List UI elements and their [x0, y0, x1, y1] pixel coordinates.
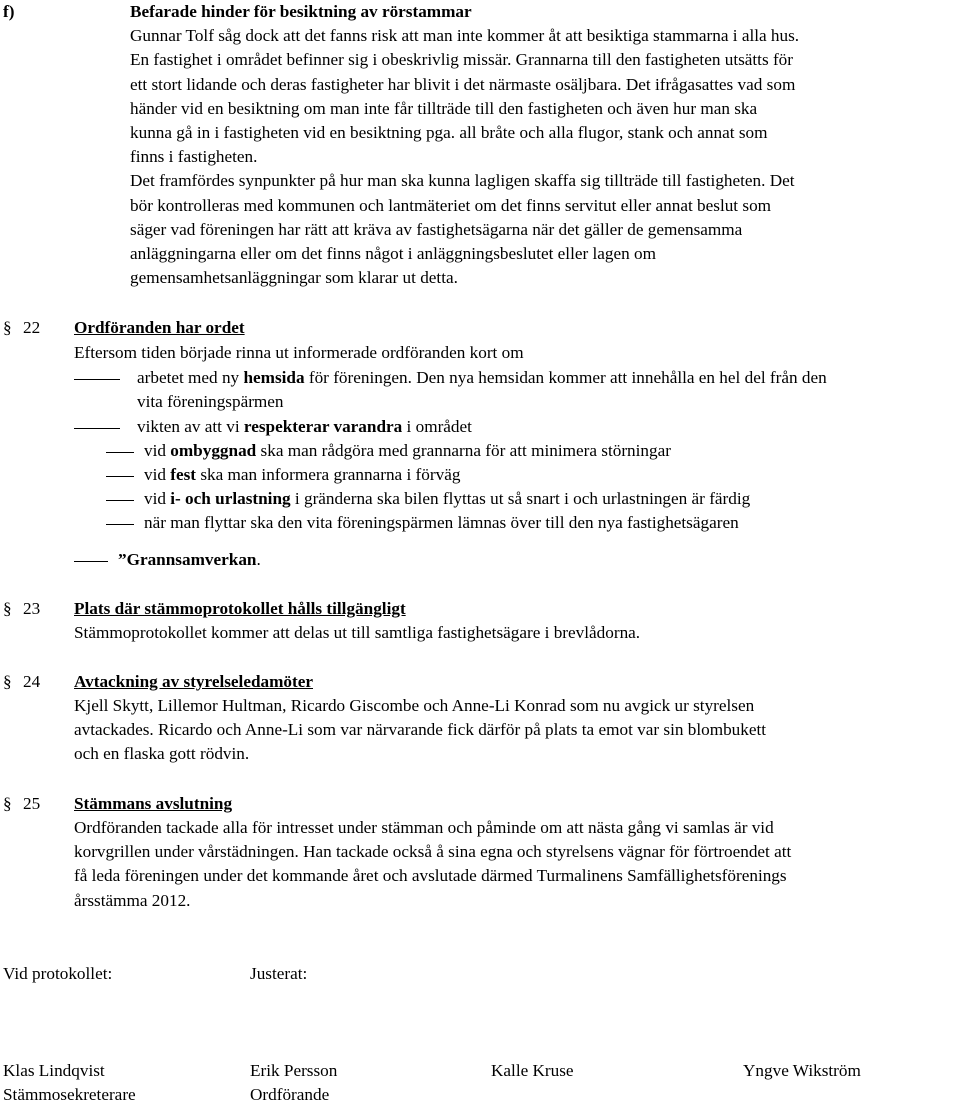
- sub-bullet-dash: [106, 524, 134, 525]
- bullet-item-grannsamverkan: ”Grannsamverkan.: [118, 550, 261, 569]
- sub-bullet-flytt: när man flyttar ska den vita föreningspärmen lämnas över till den nya fastighetsägaren: [144, 513, 739, 532]
- justerat-label: Justerat:: [250, 964, 308, 983]
- paragraph-sign: §: [3, 599, 12, 618]
- section-24-line: avtackades. Ricardo och Anne-Li som var närvarande fick därför på plats ta emot var sin blombukett: [74, 720, 767, 740]
- section-24-line: och en flaska gott rödvin.: [74, 744, 250, 764]
- signatory-name: Kalle Kruse: [491, 1061, 574, 1080]
- section-title: Stämmans avslutning: [74, 794, 233, 813]
- sub-bullet-dash: [106, 452, 134, 453]
- section-f-line: kunna gå in i fastigheten vid en besiktning pga. all bråte och alla flugor, stank och annat som: [130, 123, 768, 143]
- section-22-intro: Eftersom tiden började rinna ut informerade ordföranden kort om: [74, 343, 524, 362]
- signatory-role: Stämmosekreterare: [3, 1085, 136, 1104]
- paragraph-sign: §: [3, 672, 12, 691]
- section-25-line: Ordföranden tackade alla för intresset under stämman och påminde om att nästa gång vi samlas är vid: [74, 818, 774, 837]
- section-f-line: händer vid en besiktning om man inte får tillträde till den fastigheten och även hur man ska: [130, 98, 758, 118]
- sub-bullet-urlastning: vid i- och urlastning i gränderna ska bilen flyttas ut så snart i och urlastningen är färdig: [144, 489, 751, 508]
- section-f-title: Befarade hinder för besiktning av rörstammar: [130, 2, 472, 21]
- signatory-role: Ordförande: [250, 1085, 330, 1104]
- sub-bullet-fest: vid fest ska man informera grannarna i förväg: [144, 465, 461, 484]
- section-f-line: anläggningarna eller om det finns något i anläggningsbeslutet eller lagen om: [130, 244, 656, 264]
- section-f-line: En fastighet i området befinner sig i obeskrivlig missär. Grannarna till den fastigheten utsätts för: [130, 50, 793, 70]
- paragraph-sign: §: [3, 794, 12, 813]
- section-23-heading: [0, 597, 960, 621]
- section-23-text: Stämmoprotokollet kommer att delas ut till samtliga fastighetsägare i brevlådorna.: [74, 623, 641, 642]
- vid-protokollet-label: Vid protokollet:: [3, 964, 113, 983]
- bullet-dash: [74, 379, 120, 380]
- section-24-body: [74, 694, 960, 767]
- section-number: 24: [23, 672, 41, 691]
- section-24-line: Kjell Skytt, Lillemor Hultman, Ricardo Giscombe och Anne-Li Konrad som nu avgick ur styrelsen: [74, 696, 755, 715]
- signatory-name: Yngve Wikström: [743, 1061, 861, 1080]
- section-f-line: säger vad föreningen har rätt att kräva av fastighetsägarna när det gäller de gemensamma: [130, 219, 743, 239]
- section-f-line: Det framfördes synpunkter på hur man ska kunna lagligen skaffa sig tillträde till fastigheten. Det: [130, 171, 795, 191]
- signatory-name: Erik Persson: [250, 1061, 338, 1080]
- sub-bullet-dash: [106, 500, 134, 501]
- section-f-line: Gunnar Tolf såg dock att det fanns risk att man inte kommer åt att besiktiga stammarna i alla hus.: [130, 26, 800, 46]
- section-25-heading: [0, 792, 960, 816]
- section-24-heading: [0, 670, 960, 694]
- section-title: Ordföranden har ordet: [74, 318, 245, 337]
- section-number: 25: [23, 794, 41, 813]
- section-f-line: ett stort lidande och deras fastigheter har blivit i det närmaste osäljbara. Det ifrågasattes vad som: [130, 74, 796, 94]
- paragraph-sign: §: [3, 318, 12, 337]
- section-f-line: gemensamhetsanläggningar som klarar ut detta.: [130, 268, 458, 288]
- section-title: Avtackning av styrelseledamöter: [74, 672, 313, 691]
- section-f-line: bör kontrolleras med kommunen och lantmäteriet om det finns servitut eller annat beslut som: [130, 195, 772, 215]
- signatory-name: Klas Lindqvist: [3, 1061, 105, 1080]
- section-25-line: korvgrillen under vårstädningen. Han tackade också å sina egna och styrelsens vägnar för förtroendet att: [74, 842, 792, 862]
- section-25-body: [74, 816, 960, 913]
- section-number: 23: [23, 599, 41, 618]
- sub-bullet-dash: [106, 476, 134, 477]
- section-25-line: årsstämma 2012.: [74, 890, 191, 910]
- section-f-body: [130, 0, 960, 290]
- section-f-label: f): [3, 2, 15, 21]
- section-22-heading: [0, 316, 960, 340]
- bullet-dash: [74, 428, 120, 429]
- bullet-dash: [74, 561, 108, 562]
- section-number: 22: [23, 318, 41, 337]
- sub-bullet-ombyggnad: vid ombyggnad ska man rådgöra med grannarna för att minimera störningar: [144, 441, 671, 460]
- bullet-item-respekt: vikten av att vi respekterar varandra i området: [137, 417, 472, 436]
- section-f-heading: [3, 0, 14, 24]
- bullet-item-hemsida: arbetet med ny hemsida för föreningen. Den nya hemsidan kommer att innehålla en hel del från den: [137, 368, 827, 387]
- section-title: Plats där stämmoprotokollet hålls tillgängligt: [74, 599, 406, 618]
- section-25-line: få leda föreningen under det kommande året och avslutade därmed Turmalinens Samfällighetsförenings: [74, 866, 787, 886]
- bullet-item-hemsida-cont: vita föreningspärmen: [137, 392, 284, 411]
- section-f-line: finns i fastigheten.: [130, 147, 258, 167]
